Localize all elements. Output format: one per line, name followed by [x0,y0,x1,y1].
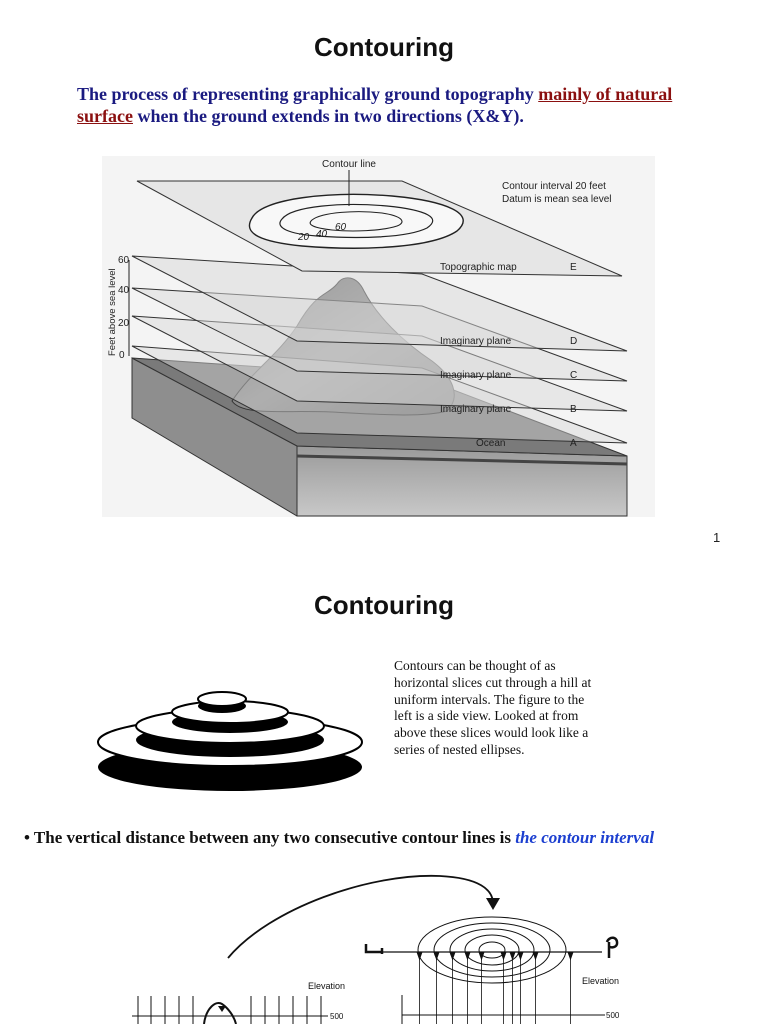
plane-b-letter: B [570,404,577,415]
intro-text-part2: when the ground extends in two directions (X&Y). [132,106,524,126]
contour-number-20: 20 [298,232,310,243]
arrow-head [486,898,500,910]
contour-block-diagram [102,156,655,517]
axis-tick-60: 60 [118,255,130,266]
axis-tick-40: 40 [118,285,130,296]
plane-e-letter: E [570,262,577,273]
plane-d-letter: D [570,336,578,347]
slide1-title: Contouring [313,32,455,62]
plan-contour-2 [434,923,550,977]
contour-line-label: Contour line [322,159,376,170]
section-marker-left [366,944,382,954]
left-profile-grid [132,996,328,1024]
paragraph-line: uniform intervals. The figure to the [394,691,585,707]
slices-explanation [394,658,634,759]
elevation-label-right: Elevation [582,976,620,986]
datum-label: Datum is mean sea level [502,194,612,205]
plane-a-name: Ocean [476,438,506,449]
profile-peak-marker [218,1006,226,1012]
axis-tick-20: 20 [118,318,130,329]
contour-interval-label: Contour interval 20 feet [502,181,606,192]
paragraph-line: horizontal slices cut through a hill at [394,674,592,690]
paragraph-line: Contours can be thought of as [394,658,556,673]
plan-contour-4 [465,935,519,965]
paragraph-line: left is a side view. Looked at from [394,708,579,724]
contour-profile-diagram [120,868,650,1024]
plane-b-name: Imaginary plane [440,404,512,415]
axis-tick-0: 0 [119,350,125,361]
intro-highlight: mainly of natural surface [77,84,673,126]
bullet-emphasis: the contour interval [515,828,655,847]
contour-number-60: 60 [335,222,347,233]
slice-4-top [198,692,246,706]
paragraph-line: above these slices would look like a [394,725,589,741]
contour-line-20 [249,194,463,248]
elevation-label-left: Elevation [308,981,346,991]
axis-label: Feet above sea level [107,268,118,356]
plane-c-letter: C [570,370,578,381]
slide1-intro [77,83,717,127]
intro-text-part1: The process of representing graphically ground topography [77,84,539,104]
contour-interval-bullet [24,828,654,848]
elevation-value-right: 500 [606,1011,620,1020]
stacked-slices-side-view [96,688,364,800]
curved-arrow [228,876,493,958]
bullet-text: The vertical distance between any two consecutive contour lines is [33,828,516,847]
page-number: 1 [713,530,721,545]
bullet-marker: • [24,828,30,847]
plane-d-name: Imaginary plane [440,336,512,347]
contour-number-40: 40 [316,229,328,240]
paragraph-line: series of nested ellipses. [394,741,525,757]
slide2-title: Contouring [313,590,455,620]
projection-lines [420,959,571,1024]
plane-a-letter: A [570,438,577,449]
plane-c-name: Imaginary plane [440,370,512,381]
section-marker-right [607,938,617,958]
plane-e-name: Topographic map [440,262,517,273]
elevation-value-left: 500 [330,1012,344,1021]
plan-contour-1 [418,917,566,983]
